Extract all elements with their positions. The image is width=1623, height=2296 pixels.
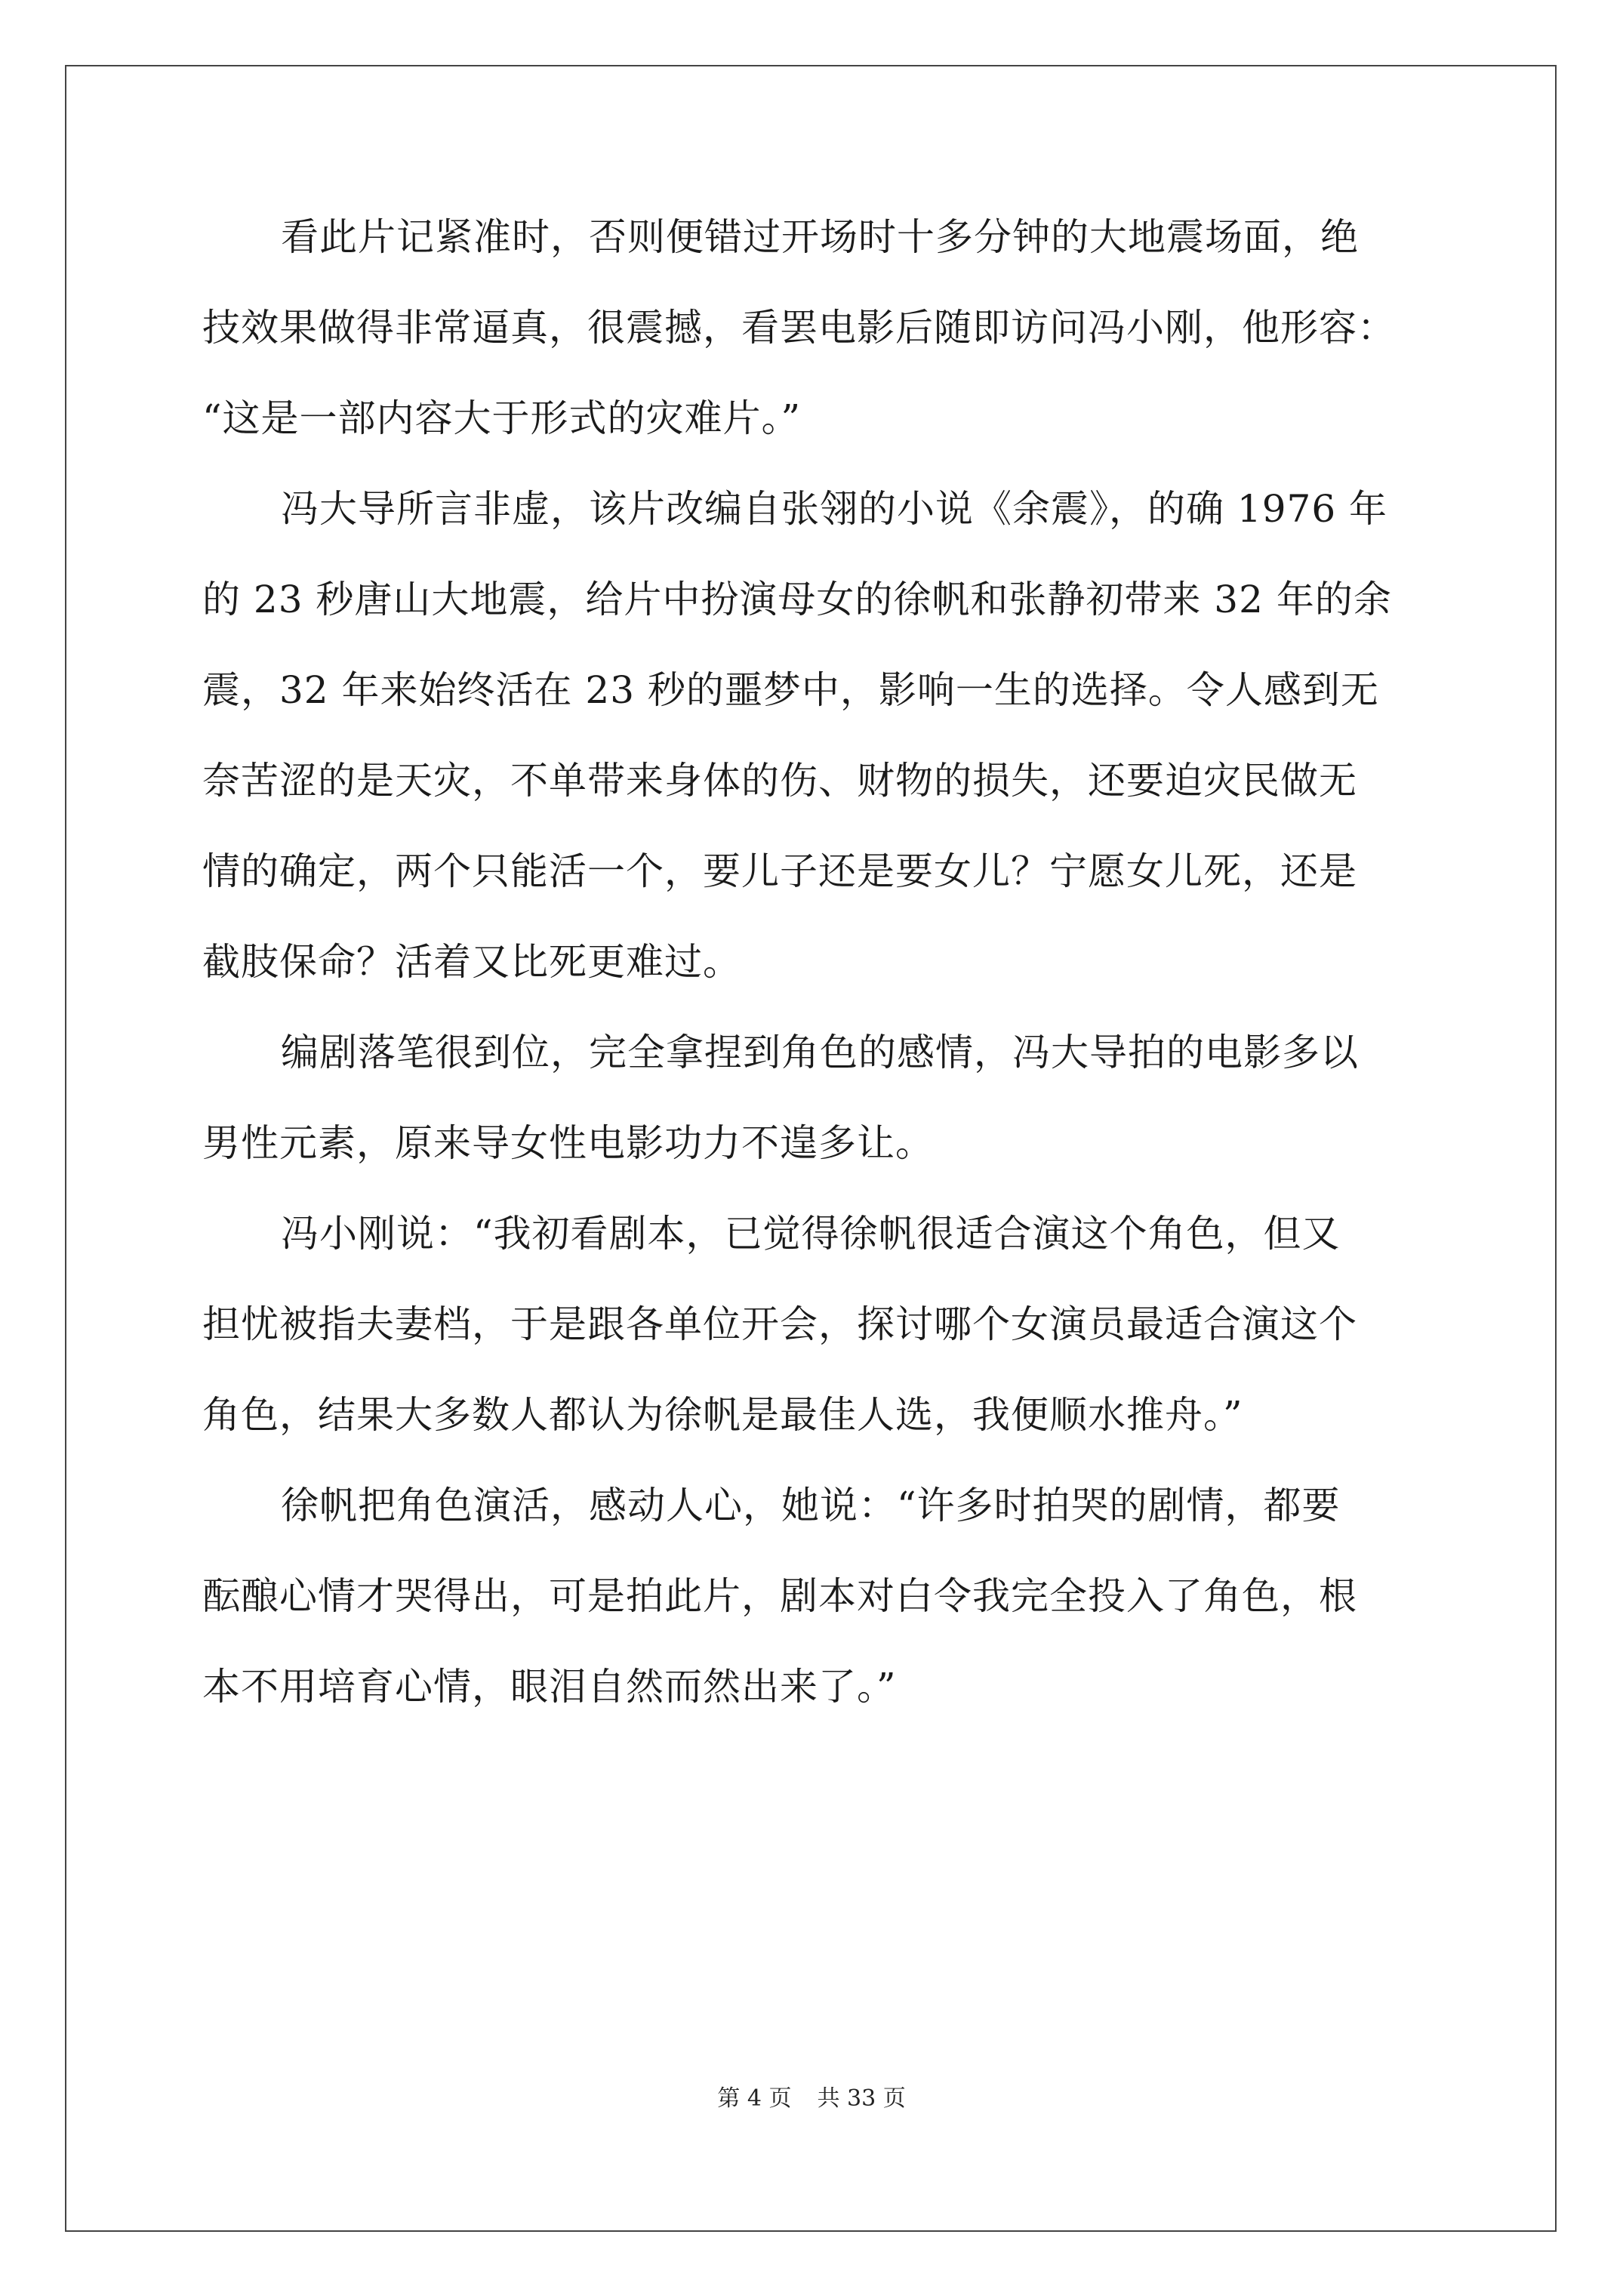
text-line: 看此片记紧准时，否则便错过开场时十多分钟的大地震场面，绝: [281, 215, 1359, 259]
text-line: 本不用培育心情，眼泪自然而然出来了。”: [202, 1665, 897, 1709]
text-line: 担忧被指夫妻档，于是跟各单位开会，探讨哪个女演员最适合演这个: [202, 1302, 1357, 1346]
page-number: 第 4 页: [717, 2085, 792, 2112]
text-line: 编剧落笔很到位，完全拿捏到角色的感情，冯大导拍的电影多以: [281, 1031, 1359, 1074]
text-line: 徐帆把角色演活，感动人心，她说：“许多时拍哭的剧情，都要: [281, 1484, 1341, 1527]
text-line: 情的确定，两个只能活一个，要儿子还是要女儿？宁愿女儿死，还是: [202, 849, 1357, 893]
text-line: 冯小刚说：“我初看剧本，已觉得徐帆很适合演这个角色，但又: [281, 1212, 1341, 1256]
text-line: 震，32 年来始终活在 23 秒的噩梦中，影响一生的选择。令人感到无: [202, 668, 1379, 712]
text-line: 截肢保命？活着又比死更难过。: [202, 940, 741, 984]
document-body: [202, 211, 1425, 1712]
text-line: 技效果做得非常逼真，很震撼，看罢电影后随即访问冯小刚，他形容：: [202, 306, 1396, 350]
page-footer: [0, 2085, 1623, 2113]
page-total: 共 33 页: [817, 2085, 906, 2112]
text-line: 的 23 秒唐山大地震，给片中扮演母女的徐帆和张静初带来 32 年的余: [202, 578, 1392, 621]
text-line: 酝酿心情才哭得出，可是拍此片，剧本对白令我完全投入了角色，根: [202, 1574, 1357, 1618]
text-line: 冯大导所言非虚，该片改编自张翎的小说《余震》，的确 1976 年: [281, 487, 1388, 531]
text-line: 男性元素，原来导女性电影功力不遑多让。: [202, 1121, 934, 1165]
text-line: “这是一部内容大于形式的灾难片。”: [202, 396, 802, 440]
text-line: 角色，结果大多数人都认为徐帆是最佳人选，我便顺水推舟。”: [202, 1393, 1243, 1437]
text-line: 奈苦涩的是天灾，不单带来身体的伤、财物的损失，还要迫灾民做无: [202, 759, 1357, 803]
